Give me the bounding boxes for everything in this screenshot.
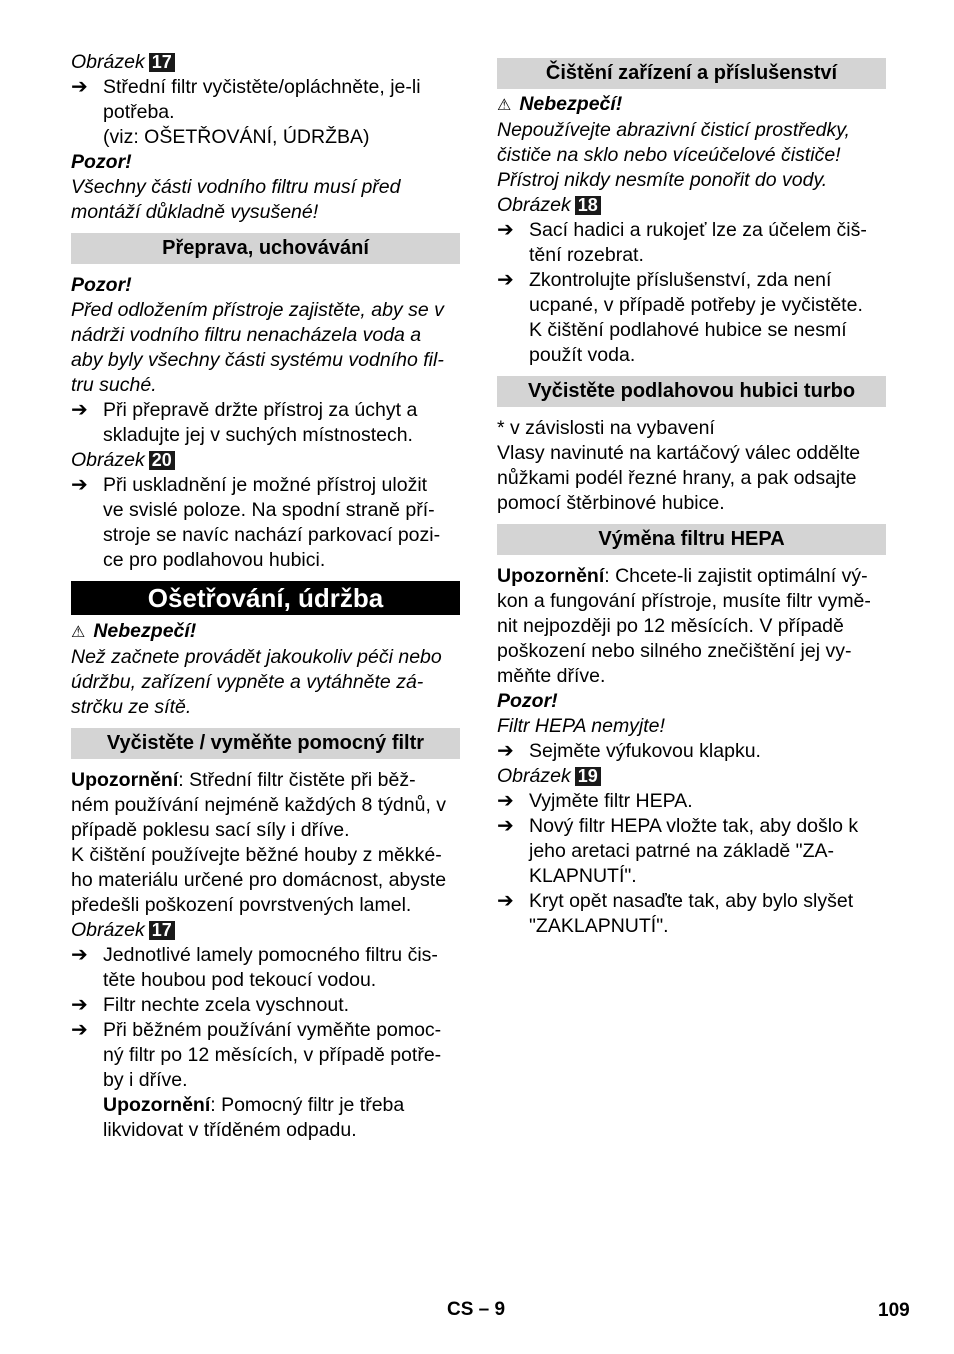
page-number: 109 (878, 1300, 910, 1321)
figure-label: Obrázek (497, 194, 571, 216)
body-text: ho materiálu určené pro domácnost, abyste (71, 869, 447, 891)
section-heading-preprava: Přeprava, uchovávání (71, 233, 460, 264)
bullet-item (497, 814, 886, 889)
figure-ref (71, 918, 460, 943)
bullet-item (497, 739, 886, 764)
caution-text: Všechny části vodního filtru musí před (71, 176, 401, 198)
bullet-text: ce pro podlahovou hubici. (103, 549, 326, 571)
bullet-item (71, 993, 460, 1018)
bullet-item (71, 398, 460, 448)
bullet-item (497, 789, 886, 814)
note-text (497, 564, 886, 589)
right-arrow-icon: ➔ (71, 76, 88, 98)
bullet-text: "ZAKLAPNUTÍ". (529, 915, 669, 937)
figure-number-badge: 18 (575, 196, 601, 215)
note-label: Upozornění (103, 1094, 211, 1116)
bullet-text: Kryt opět nasaďte tak, aby bylo slyšet (529, 890, 854, 912)
note-text-part: : Střední filtr čistěte při běž- (178, 769, 416, 791)
note-text: měňte dříve. (497, 665, 606, 687)
body-text: K čištění používejte běžné houby z měkké- (71, 844, 442, 866)
figure-ref (71, 448, 460, 473)
note-text-part: : Chcete-li zajistit optimální vý- (604, 565, 868, 587)
bullet-item (71, 943, 460, 993)
bullet-item (71, 1018, 460, 1143)
body-text: nůžkami podél řezné hrany, a pak odsajte (497, 467, 857, 489)
bullet-text: stroje se navíc nachází parkovací pozi- (103, 524, 441, 546)
caution-text: Filtr HEPA nemyjte! (497, 715, 665, 737)
body-text: * v závislosti na vybavení (497, 417, 715, 439)
bullet-text: Vyjměte filtr HEPA. (529, 790, 693, 812)
left-column (71, 50, 460, 1143)
body-text: Vlasy navinuté na kartáčový válec oddělte (497, 442, 861, 464)
section-heading-hepa: Výměna filtru HEPA (497, 524, 886, 555)
note-text: ném používání nejméně každých 8 týdnů, v (71, 794, 447, 816)
bullet-text: ve svislé poloze. Na spodní straně pří- (103, 499, 435, 521)
chapter-heading-osetrovani: Ošetřování, údržba (71, 581, 460, 615)
figure-label: Obrázek (71, 449, 145, 471)
figure-ref (71, 50, 460, 75)
danger-text: údržbu, zařízení vypněte a vytáhněte zá- (71, 671, 424, 693)
caution-text: nádrži vodního filtru nenacházela voda a (71, 324, 422, 346)
warning-triangle-icon: ⚠ (497, 97, 512, 114)
figure-label: Obrázek (71, 51, 145, 73)
bullet-text: použít voda. (529, 344, 636, 366)
right-arrow-icon: ➔ (71, 399, 88, 421)
bullet-text: tění rozebrat. (529, 244, 644, 266)
bullet-text: potřeba. (103, 101, 175, 123)
bullet-item (497, 889, 886, 939)
right-arrow-icon: ➔ (497, 815, 514, 837)
bullet-text: Sejměte výfukovou klapku. (529, 740, 761, 762)
bullet-text: K čištění podlahové hubice se nesmí (529, 319, 847, 341)
figure-number-badge: 17 (149, 921, 175, 940)
body-text: pomocí štěrbinové hubice. (497, 492, 725, 514)
figure-ref (497, 193, 886, 218)
right-arrow-icon: ➔ (497, 790, 514, 812)
caution-title: Pozor! (71, 151, 132, 173)
body-text: předešli poškození povrstvených lamel. (71, 894, 412, 916)
bullet-text: ný filtr po 12 měsících, v případě potře- (103, 1044, 442, 1066)
figure-number-badge: 19 (575, 767, 601, 786)
caution-text: tru suché. (71, 374, 157, 396)
caution-title: Pozor! (497, 690, 558, 712)
bullet-text: Sací hadici a rukojeť lze za účelem čiš- (529, 219, 867, 241)
note-label: Upozornění (497, 565, 605, 587)
right-arrow-icon: ➔ (497, 219, 514, 241)
note-text (103, 1093, 460, 1118)
bullet-text: Při uskladnění je možné přístroj uložit (103, 474, 428, 496)
bullet-item (497, 268, 886, 368)
bullet-text: Při přepravě držte přístroj za úchyt a (103, 399, 418, 421)
warning-triangle-icon: ⚠ (71, 624, 86, 641)
bullet-text: těte houbou pod tekoucí vodou. (103, 969, 377, 991)
right-arrow-icon: ➔ (497, 269, 514, 291)
figure-number-badge: 20 (149, 451, 175, 470)
figure-label: Obrázek (71, 919, 145, 941)
note-label: Upozornění (71, 769, 179, 791)
right-arrow-icon: ➔ (71, 944, 88, 966)
bullet-text: Filtr nechte zcela vyschnout. (103, 994, 350, 1016)
footer-section-label: CS – 9 (447, 1299, 506, 1320)
note-text: poškození nebo silného znečištění jej vy- (497, 640, 852, 662)
right-arrow-icon: ➔ (71, 474, 88, 496)
danger-title (71, 619, 460, 645)
caution-text: aby byly všechny části systému vodního fil- (71, 349, 444, 371)
bullet-item (497, 218, 886, 268)
bullet-text: Jednotlivé lamely pomocného filtru čis- (103, 944, 438, 966)
caution-title: Pozor! (71, 274, 132, 296)
figure-ref (497, 764, 886, 789)
note-text: kon a fungování přístroje, musíte filtr vymě- (497, 590, 871, 612)
danger-text: Přístroj nikdy nesmíte ponořit do vody. (497, 169, 828, 191)
bullet-text: KLAPNUTÍ". (529, 865, 637, 887)
danger-text: čističe na sklo nebo víceúčelové čističe! (497, 144, 841, 166)
right-arrow-icon: ➔ (71, 994, 88, 1016)
caution-text: montáží důkladně vysušené! (71, 201, 319, 223)
note-text: likvidovat v tříděném odpadu. (103, 1119, 357, 1141)
section-heading-turbo: Vyčistěte podlahovou hubici turbo (497, 376, 886, 407)
bullet-text: Při běžném používání vyměňte pomoc- (103, 1019, 442, 1041)
section-heading-cisteni: Čištění zařízení a příslušenství (497, 58, 886, 89)
bullet-text: jeho aretaci patrné na základě "ZA- (529, 840, 835, 862)
danger-title-text: Nebezpečí! (519, 93, 623, 115)
note-text: případě poklesu sací síly i dříve. (71, 819, 350, 841)
bullet-text: Střední filtr vyčistěte/opláchněte, je-li (103, 76, 421, 98)
right-arrow-icon: ➔ (497, 740, 514, 762)
right-arrow-icon: ➔ (71, 1019, 88, 1041)
danger-text: strčku ze sítě. (71, 696, 192, 718)
note-text (71, 768, 460, 793)
bullet-text: by i dříve. (103, 1069, 188, 1091)
bullet-text: skladujte jej v suchých místnostech. (103, 424, 413, 446)
right-arrow-icon: ➔ (497, 890, 514, 912)
section-heading-pomocny-filtr: Vyčistěte / vyměňte pomocný filtr (71, 728, 460, 759)
note-text: nit nejpozději po 12 měsících. V případě (497, 615, 844, 637)
bullet-item (71, 75, 460, 150)
bullet-text: Zkontrolujte příslušenství, zda není (529, 269, 832, 291)
bullet-text: (viz: OŠETŘOVÁNÍ, ÚDRŽBA) (103, 126, 370, 148)
danger-title-text: Nebezpečí! (93, 620, 197, 642)
danger-title (497, 92, 886, 118)
danger-text: Než začnete provádět jakoukoliv péči nebo (71, 646, 442, 668)
right-column (497, 50, 886, 939)
caution-text: Před odložením přístroje zajistěte, aby se v (71, 299, 444, 321)
bullet-text: ucpané, v případě potřeby je vyčistěte. (529, 294, 863, 316)
figure-label: Obrázek (497, 765, 571, 787)
figure-number-badge: 17 (149, 53, 175, 72)
note-text-part: : Pomocný filtr je třeba (210, 1094, 405, 1116)
bullet-text: Nový filtr HEPA vložte tak, aby došlo k (529, 815, 859, 837)
danger-text: Nepoužívejte abrazivní čisticí prostředky, (497, 119, 850, 141)
bullet-item (71, 473, 460, 573)
